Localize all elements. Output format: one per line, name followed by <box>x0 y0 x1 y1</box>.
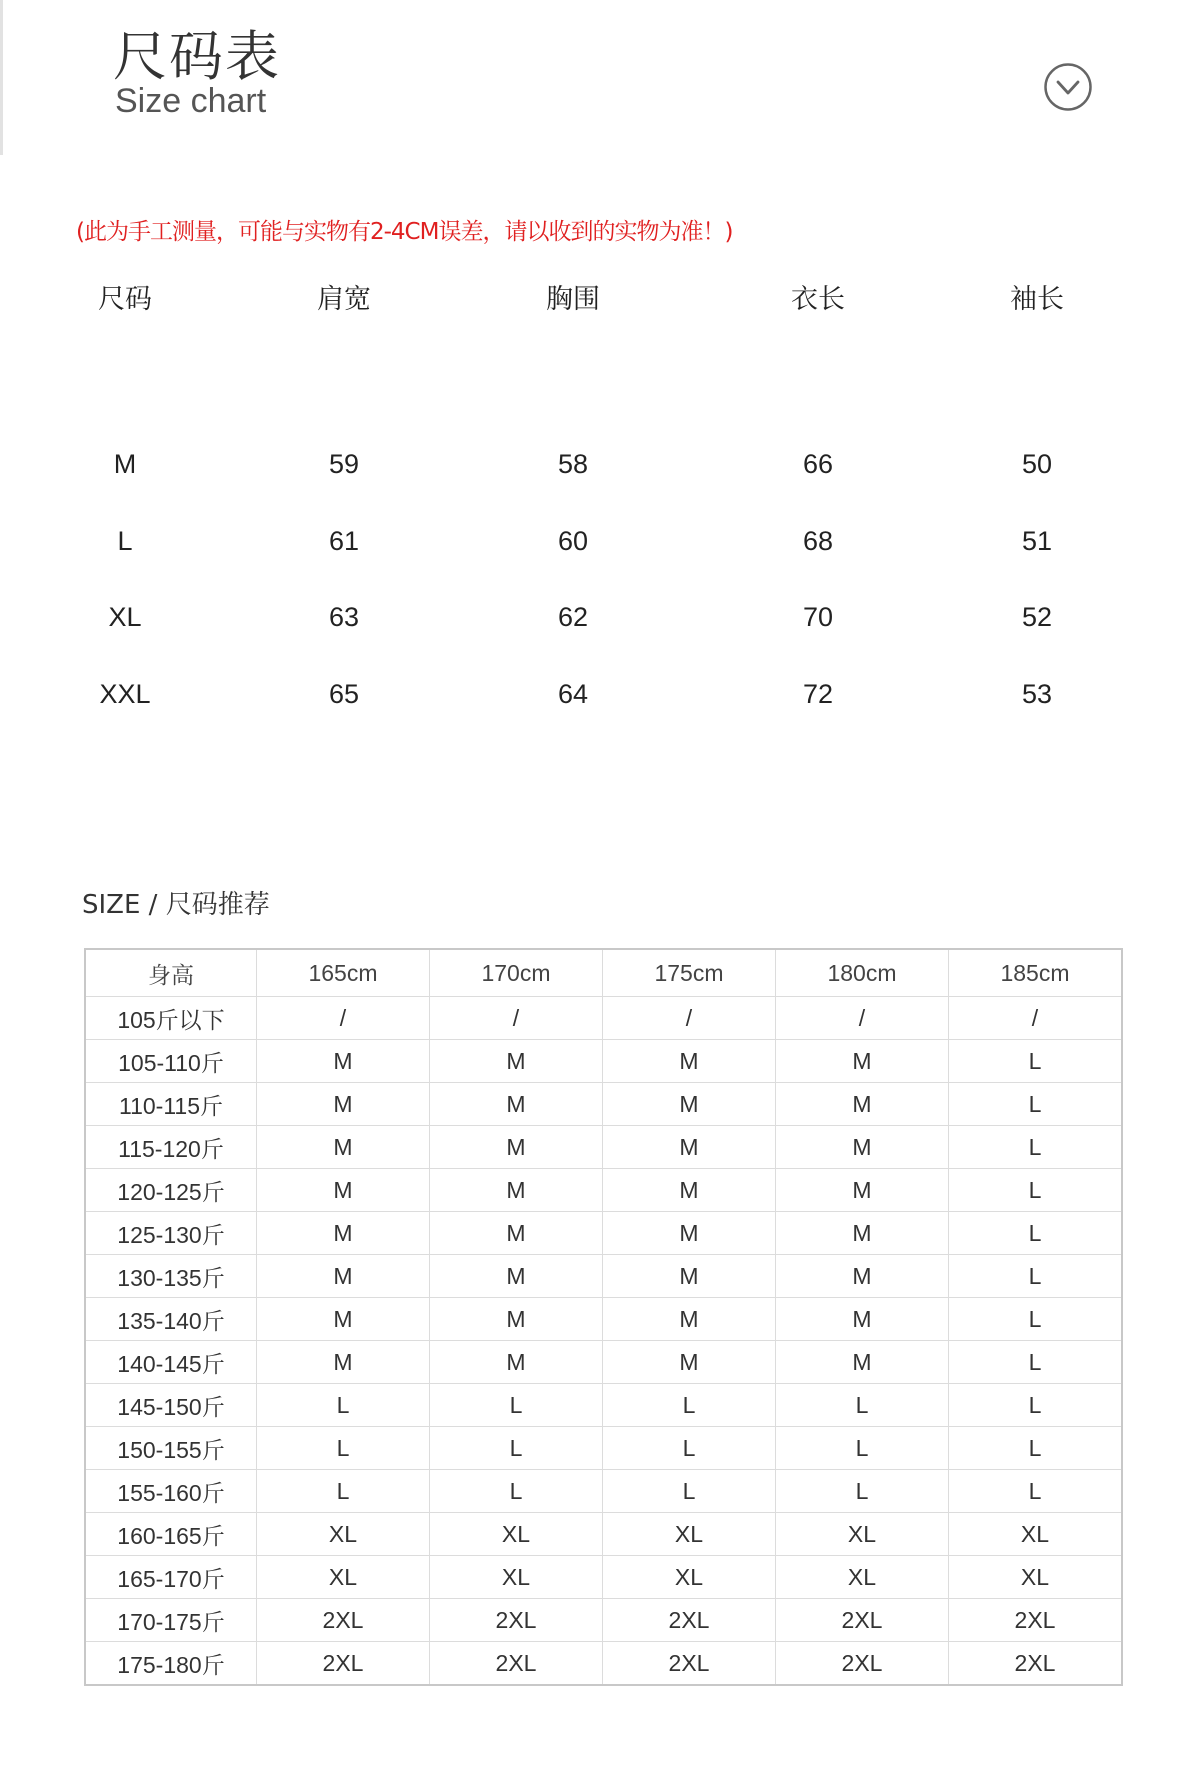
weight-range-cell: 110-115斤 <box>85 1083 257 1126</box>
size-cell: L <box>430 1427 603 1470</box>
size-row <box>0 449 1200 489</box>
table-row <box>85 1298 1122 1341</box>
size-chart-header <box>0 277 1200 317</box>
size-cell: M <box>603 1255 776 1298</box>
size-cell: 2XL <box>257 1599 430 1642</box>
size-row <box>0 602 1200 642</box>
table-row <box>85 1341 1122 1384</box>
table-row <box>85 1169 1122 1212</box>
measurement-value: 53 <box>1021 679 1053 709</box>
weight-range-cell: 140-145斤 <box>85 1341 257 1384</box>
measurement-value: 52 <box>1021 602 1053 632</box>
measurement-value: 59 <box>328 449 360 479</box>
table-row <box>85 1427 1122 1470</box>
table-row <box>85 1599 1122 1642</box>
size-cell: 2XL <box>949 1599 1123 1642</box>
size-row <box>0 679 1200 719</box>
size-cell: M <box>257 1341 430 1384</box>
weight-range-cell: 155-160斤 <box>85 1470 257 1513</box>
size-cell: M <box>603 1169 776 1212</box>
size-cell: M <box>776 1126 949 1169</box>
table-row <box>85 1040 1122 1083</box>
size-cell: 2XL <box>949 1642 1123 1686</box>
measurement-value: 62 <box>557 602 589 632</box>
size-cell: M <box>776 1255 949 1298</box>
column-header: 肩宽 <box>317 284 371 315</box>
size-cell: M <box>603 1126 776 1169</box>
size-cell: M <box>430 1083 603 1126</box>
header-cell: 165cm <box>257 949 430 997</box>
weight-range-cell: 130-135斤 <box>85 1255 257 1298</box>
size-cell: 2XL <box>430 1599 603 1642</box>
size-cell: M <box>603 1212 776 1255</box>
size-cell: M <box>776 1169 949 1212</box>
table-row <box>85 1470 1122 1513</box>
table-row <box>85 1212 1122 1255</box>
size-cell: M <box>603 1298 776 1341</box>
size-cell: XL <box>430 1513 603 1556</box>
column-header: 胸围 <box>546 284 600 315</box>
size-cell: / <box>776 997 949 1040</box>
size-cell: L <box>430 1384 603 1427</box>
size-cell: XL <box>430 1556 603 1599</box>
size-cell: M <box>257 1126 430 1169</box>
size-cell: M <box>430 1040 603 1083</box>
table-row <box>85 1513 1122 1556</box>
measurement-value: 66 <box>802 449 834 479</box>
weight-range-cell: 135-140斤 <box>85 1298 257 1341</box>
table-row <box>85 1556 1122 1599</box>
size-cell: M <box>776 1212 949 1255</box>
size-cell: L <box>776 1470 949 1513</box>
size-cell: L <box>603 1384 776 1427</box>
header-cell: 185cm <box>949 949 1123 997</box>
header-cell: 180cm <box>776 949 949 997</box>
size-cell: L <box>257 1384 430 1427</box>
measurement-value: 50 <box>1021 449 1053 479</box>
size-cell: M <box>776 1040 949 1083</box>
size-cell: M <box>257 1040 430 1083</box>
size-cell: XL <box>257 1556 430 1599</box>
size-cell: M <box>257 1083 430 1126</box>
size-cell: L <box>949 1212 1123 1255</box>
size-cell: / <box>257 997 430 1040</box>
header-cell: 175cm <box>603 949 776 997</box>
size-cell: 2XL <box>430 1642 603 1686</box>
size-cell: / <box>603 997 776 1040</box>
weight-range-cell: 145-150斤 <box>85 1384 257 1427</box>
measurement-value: 70 <box>802 602 834 632</box>
table-row <box>85 1384 1122 1427</box>
size-cell: M <box>430 1298 603 1341</box>
size-cell: L <box>949 1169 1123 1212</box>
size-cell: M <box>257 1298 430 1341</box>
size-cell: L <box>949 1427 1123 1470</box>
size-cell: L <box>257 1470 430 1513</box>
weight-range-cell: 120-125斤 <box>85 1169 257 1212</box>
measurement-value: 60 <box>557 526 589 556</box>
size-cell: / <box>430 997 603 1040</box>
size-cell: L <box>949 1040 1123 1083</box>
size-cell: L <box>949 1126 1123 1169</box>
size-recommend-title: SIZE / 尺码推荐 <box>82 890 270 920</box>
table-row <box>85 1083 1122 1126</box>
weight-range-cell: 175-180斤 <box>85 1642 257 1686</box>
size-cell: M <box>257 1255 430 1298</box>
measurement-value: 63 <box>328 602 360 632</box>
column-header: 袖长 <box>1010 284 1064 315</box>
size-cell: XL <box>776 1556 949 1599</box>
table-row <box>85 1642 1122 1686</box>
size-cell: XL <box>603 1513 776 1556</box>
size-cell: XL <box>949 1513 1123 1556</box>
size-cell: L <box>949 1255 1123 1298</box>
weight-range-cell: 125-130斤 <box>85 1212 257 1255</box>
size-cell: M <box>776 1298 949 1341</box>
measurement-value: 68 <box>802 526 834 556</box>
size-cell: 2XL <box>257 1642 430 1686</box>
size-cell: XL <box>603 1556 776 1599</box>
column-header: 尺码 <box>98 284 152 315</box>
recommend-header-row <box>85 949 1122 997</box>
header-cell: 身高 <box>85 949 257 997</box>
measurement-value: 61 <box>328 526 360 556</box>
size-label: XL <box>108 602 142 632</box>
weight-range-cell: 105斤以下 <box>85 997 257 1040</box>
size-cell: M <box>776 1083 949 1126</box>
size-label: XXL <box>99 679 151 709</box>
size-cell: XL <box>949 1556 1123 1599</box>
size-cell: M <box>430 1212 603 1255</box>
measurement-value: 64 <box>557 679 589 709</box>
size-cell: L <box>949 1470 1123 1513</box>
size-cell: L <box>430 1470 603 1513</box>
size-cell: L <box>949 1384 1123 1427</box>
table-row <box>85 1126 1122 1169</box>
header-cell: 170cm <box>430 949 603 997</box>
size-cell: M <box>430 1341 603 1384</box>
size-cell: L <box>776 1384 949 1427</box>
size-row <box>0 526 1200 566</box>
table-row <box>85 1255 1122 1298</box>
size-cell: 2XL <box>776 1599 949 1642</box>
size-cell: L <box>603 1470 776 1513</box>
size-cell: L <box>603 1427 776 1470</box>
weight-range-cell: 105-110斤 <box>85 1040 257 1083</box>
size-cell: / <box>949 997 1123 1040</box>
chevron-down-icon[interactable] <box>1043 62 1093 112</box>
size-cell: M <box>603 1083 776 1126</box>
size-cell: L <box>949 1083 1123 1126</box>
size-cell: M <box>430 1126 603 1169</box>
measurement-value: 58 <box>557 449 589 479</box>
size-cell: 2XL <box>603 1642 776 1686</box>
weight-range-cell: 170-175斤 <box>85 1599 257 1642</box>
size-cell: M <box>430 1169 603 1212</box>
column-header: 衣长 <box>791 284 845 315</box>
weight-range-cell: 150-155斤 <box>85 1427 257 1470</box>
weight-range-cell: 115-120斤 <box>85 1126 257 1169</box>
page-title: 尺码表 <box>113 25 281 88</box>
size-cell: L <box>776 1427 949 1470</box>
page-subtitle: Size chart <box>115 82 267 120</box>
size-label: M <box>113 449 137 479</box>
size-cell: M <box>776 1341 949 1384</box>
left-divider <box>0 0 3 155</box>
size-recommend-table <box>84 948 1123 1686</box>
size-cell: M <box>257 1212 430 1255</box>
measurement-note: (此为手工测量，可能与实物有2-4CM误差，请以收到的实物为准！) <box>76 219 733 245</box>
size-cell: L <box>257 1427 430 1470</box>
size-cell: L <box>949 1298 1123 1341</box>
size-cell: M <box>257 1169 430 1212</box>
measurement-value: 65 <box>328 679 360 709</box>
size-label: L <box>117 526 133 556</box>
size-cell: XL <box>776 1513 949 1556</box>
size-cell: 2XL <box>776 1642 949 1686</box>
weight-range-cell: 165-170斤 <box>85 1556 257 1599</box>
size-cell: M <box>603 1040 776 1083</box>
table-row <box>85 997 1122 1040</box>
weight-range-cell: 160-165斤 <box>85 1513 257 1556</box>
measurement-value: 72 <box>802 679 834 709</box>
size-cell: M <box>430 1255 603 1298</box>
size-cell: M <box>603 1341 776 1384</box>
size-cell: XL <box>257 1513 430 1556</box>
measurement-value: 51 <box>1021 526 1053 556</box>
size-cell: L <box>949 1341 1123 1384</box>
size-cell: 2XL <box>603 1599 776 1642</box>
